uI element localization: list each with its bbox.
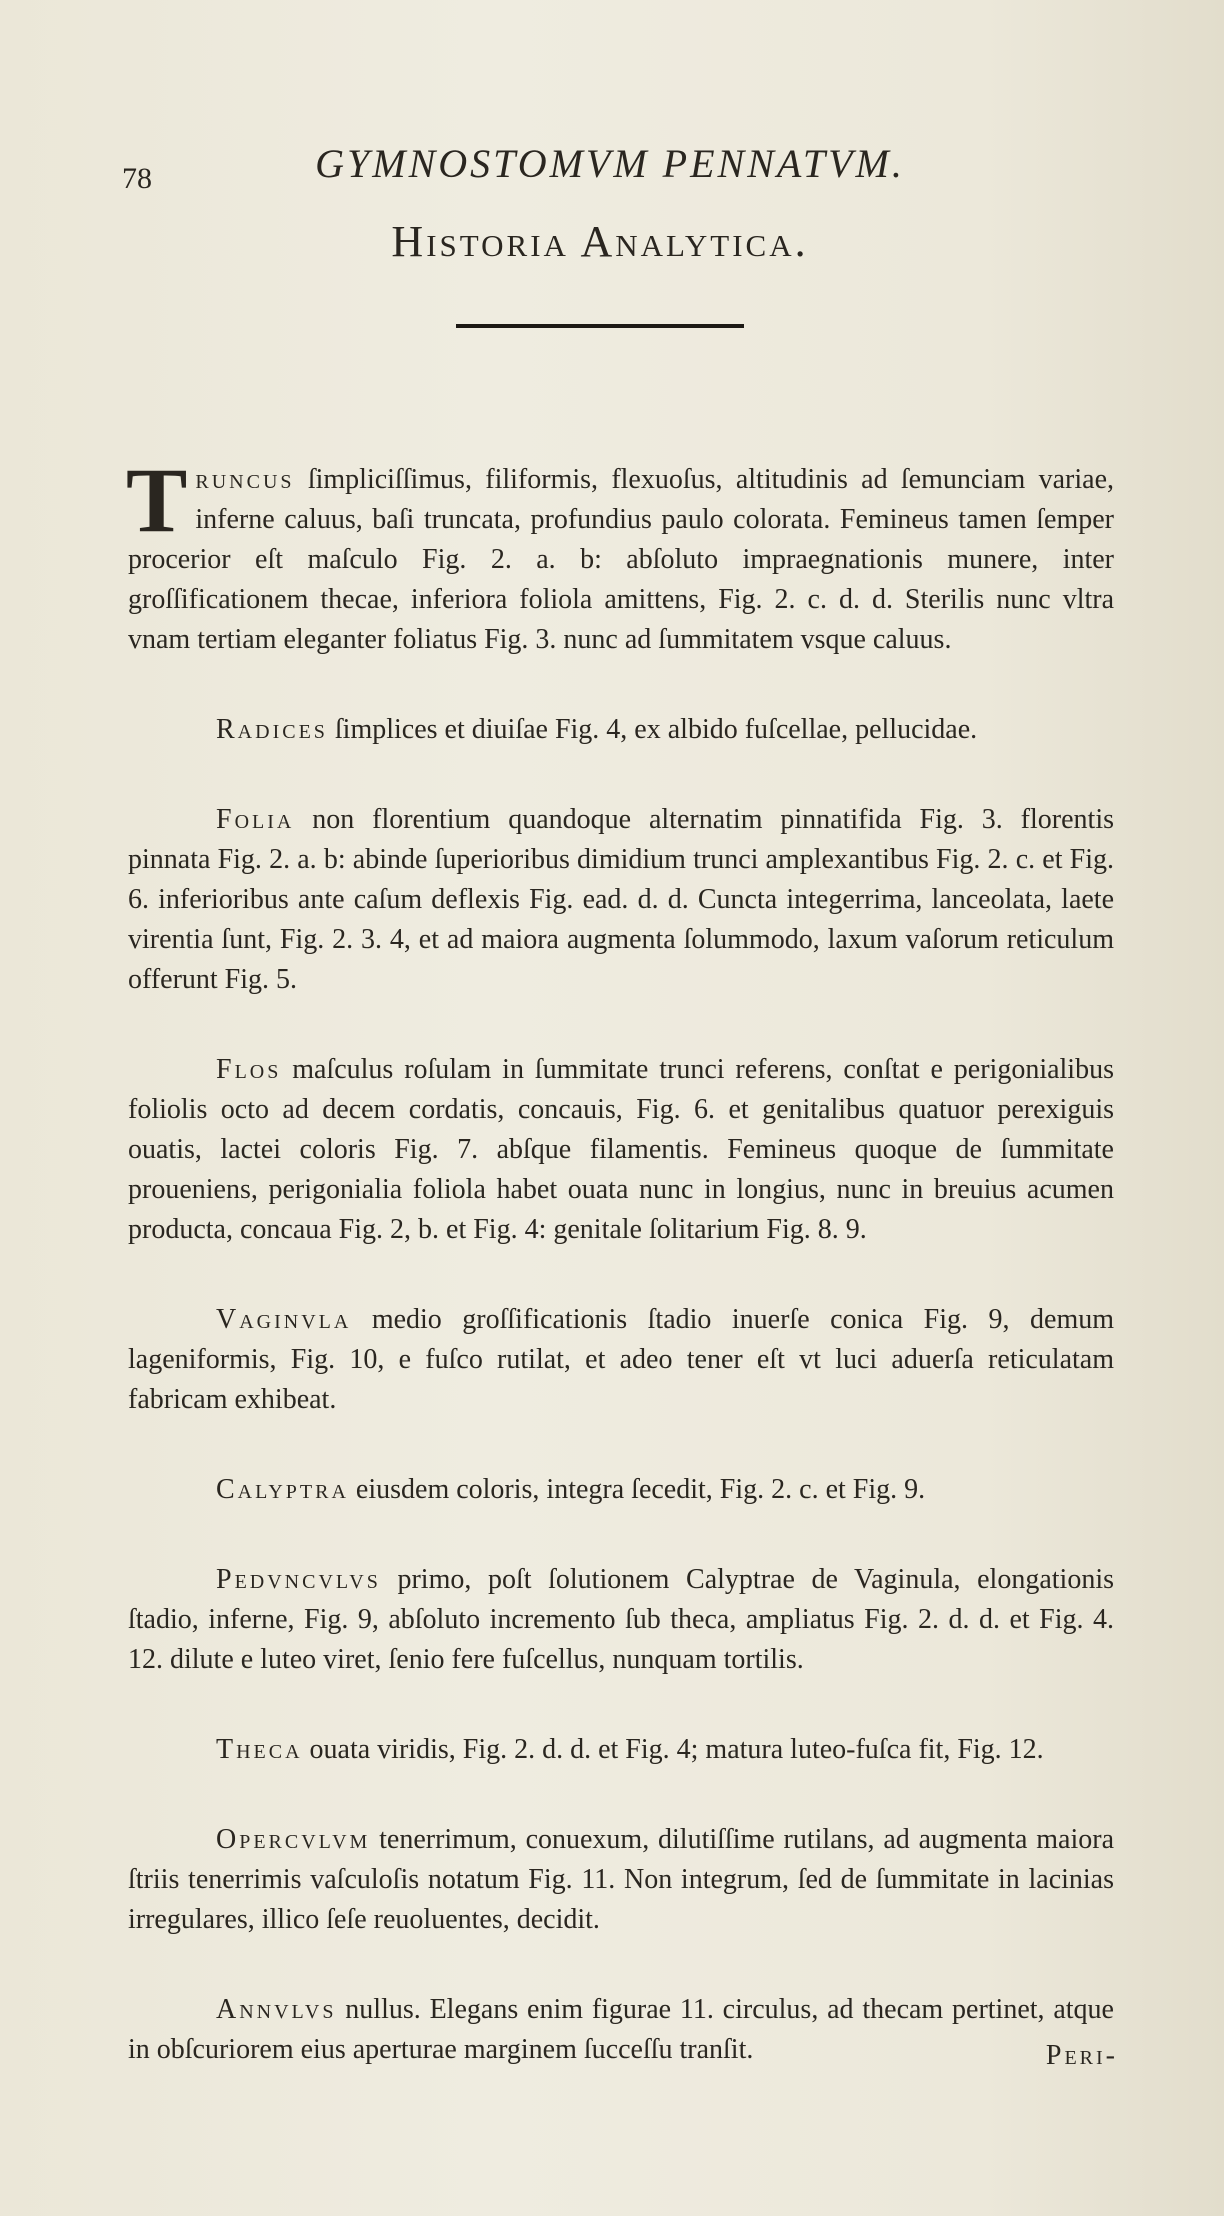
paragraph-text: maſculus roſulam in ſummitate trunci referens, conſtat e perigonialibus foliolis octo ad decem cordatis, concauis, Fig. 6. et genitalibus quatuor perexiguis ouatis, lactei coloris Fig. 7. abſque filamentis. Femineus quoque de ſummitate proueniens, perigonialia foliola habet ouata nunc in longius, nunc in breuius acumen producta, concaua Fig. 2, b. et Fig. 4: genitale ſolitarium Fig. 8. 9. [128, 1054, 1114, 1245]
paragraph-text: ſimplices et diuiſae Fig. 4, ex albido fuſcellae, pellucidae. [327, 714, 978, 745]
paragraph-radices [128, 710, 1114, 750]
paragraph-lead: Pedvncvlvs [216, 1564, 381, 1595]
paragraph-lead: Opercvlvm [216, 1824, 371, 1855]
paragraph-lead: Radices [216, 714, 328, 745]
running-head: GYMNOSTOMVM PENNATVM. [315, 141, 905, 186]
paragraph-flos [128, 1050, 1114, 1250]
paragraph-lead: Theca [216, 1734, 303, 1765]
title-rule [456, 324, 744, 328]
paragraph-theca [128, 1730, 1114, 1770]
paragraph-lead: Vaginvla [216, 1304, 352, 1335]
paragraph-text: non florentium quandoque alternatim pinnatifida Fig. 3. florentis pinnata Fig. 2. a. b: abinde ſuperioribus dimidium trunci amplexantibus Fig. 2. c. et Fig. 6. inferioribus ante caſum deflexis Fig. ead. d. d. Cuncta integerrima, lanceolata, laete virentia ſunt, Fig. 2. 3. 4, et ad maiora augmenta ſolummodo, laxum vaſorum reticulum offerunt Fig. 5. [128, 804, 1114, 995]
paragraph-lead: runcus [195, 464, 295, 495]
paragraph-pedunculus [128, 1560, 1114, 1680]
paragraph-lead: Annvlvs [216, 1994, 337, 2025]
paragraph-vaginula [128, 1300, 1114, 1420]
paragraph-text: nullus. Elegans enim figurae 11. circulus, ad thecam pertinet, atque in obſcuriorem eius aperturae marginem ſucceſſu tranſit. [128, 1994, 1114, 2065]
paragraph-annulus [128, 1990, 1114, 2070]
paragraph-lead: Folia [216, 804, 295, 835]
paragraph-lead: Calyptra [216, 1474, 349, 1505]
paragraph-lead: Flos [216, 1054, 282, 1085]
section-title: Historia Analytica. [391, 217, 809, 266]
paragraph-text: primo, poſt ſolutionem Calyptrae de Vaginula, elongationis ſtadio, inferne, Fig. 9, abſoluto incremento ſub theca, ampliatus Fig. 2. d. d. et Fig. 4. 12. dilute e luteo viret, ſenio fere fuſcellus, nunquam tortilis. [128, 1564, 1114, 1675]
paragraph-truncus [126, 449, 1114, 660]
paragraph-calyptra [128, 1470, 1114, 1510]
paragraph-text: medio groſſificationis ſtadio inuerſe conica Fig. 9, demum lageniformis, Fig. 10, e fuſco rutilat, et adeo tener eſt vt luci aduerſa reticulatam fabricam exhibeat. [128, 1304, 1114, 1415]
paragraph-operculum [128, 1820, 1114, 1940]
paragraph-text: ſimpliciſſimus, filiformis, flexuoſus, altitudinis ad ſemunciam variae, inferne caluus, baſi truncata, profundius paulo colorata. Femineus tamen ſemper procerior eſt maſculo Fig. 2. a. b: abſoluto impraegnationis munere, inter groſſificationem thecae, inferiora foliola amittens, Fig. 2. c. d. d. Sterilis nunc vltra vnam tertiam eleganter foliatus Fig. 3. nunc ad ſummitatem vsque caluus. [128, 464, 1114, 655]
paragraph-text: eiusdem coloris, integra ſecedit, Fig. 2. c. et Fig. 9. [348, 1474, 926, 1505]
paragraph-text: ouata viridis, Fig. 2. d. d. et Fig. 4; matura luteo-fuſca fit, Fig. 12. [302, 1734, 1044, 1765]
page-number: 78 [122, 162, 152, 195]
paragraph-text: tenerrimum, conuexum, dilutiſſime rutilans, ad augmenta maiora ſtriis tenerrimis vaſculoſis notatum Fig. 11. Non integrum, ſed de ſummitate in lacinias irregulares, illico ſeſe reuoluentes, decidit. [128, 1824, 1114, 1935]
drop-cap: T [126, 449, 188, 551]
paragraph-folia [128, 800, 1114, 1000]
catchword: Peri- [1045, 2040, 1118, 2071]
body-text [126, 449, 1114, 2120]
